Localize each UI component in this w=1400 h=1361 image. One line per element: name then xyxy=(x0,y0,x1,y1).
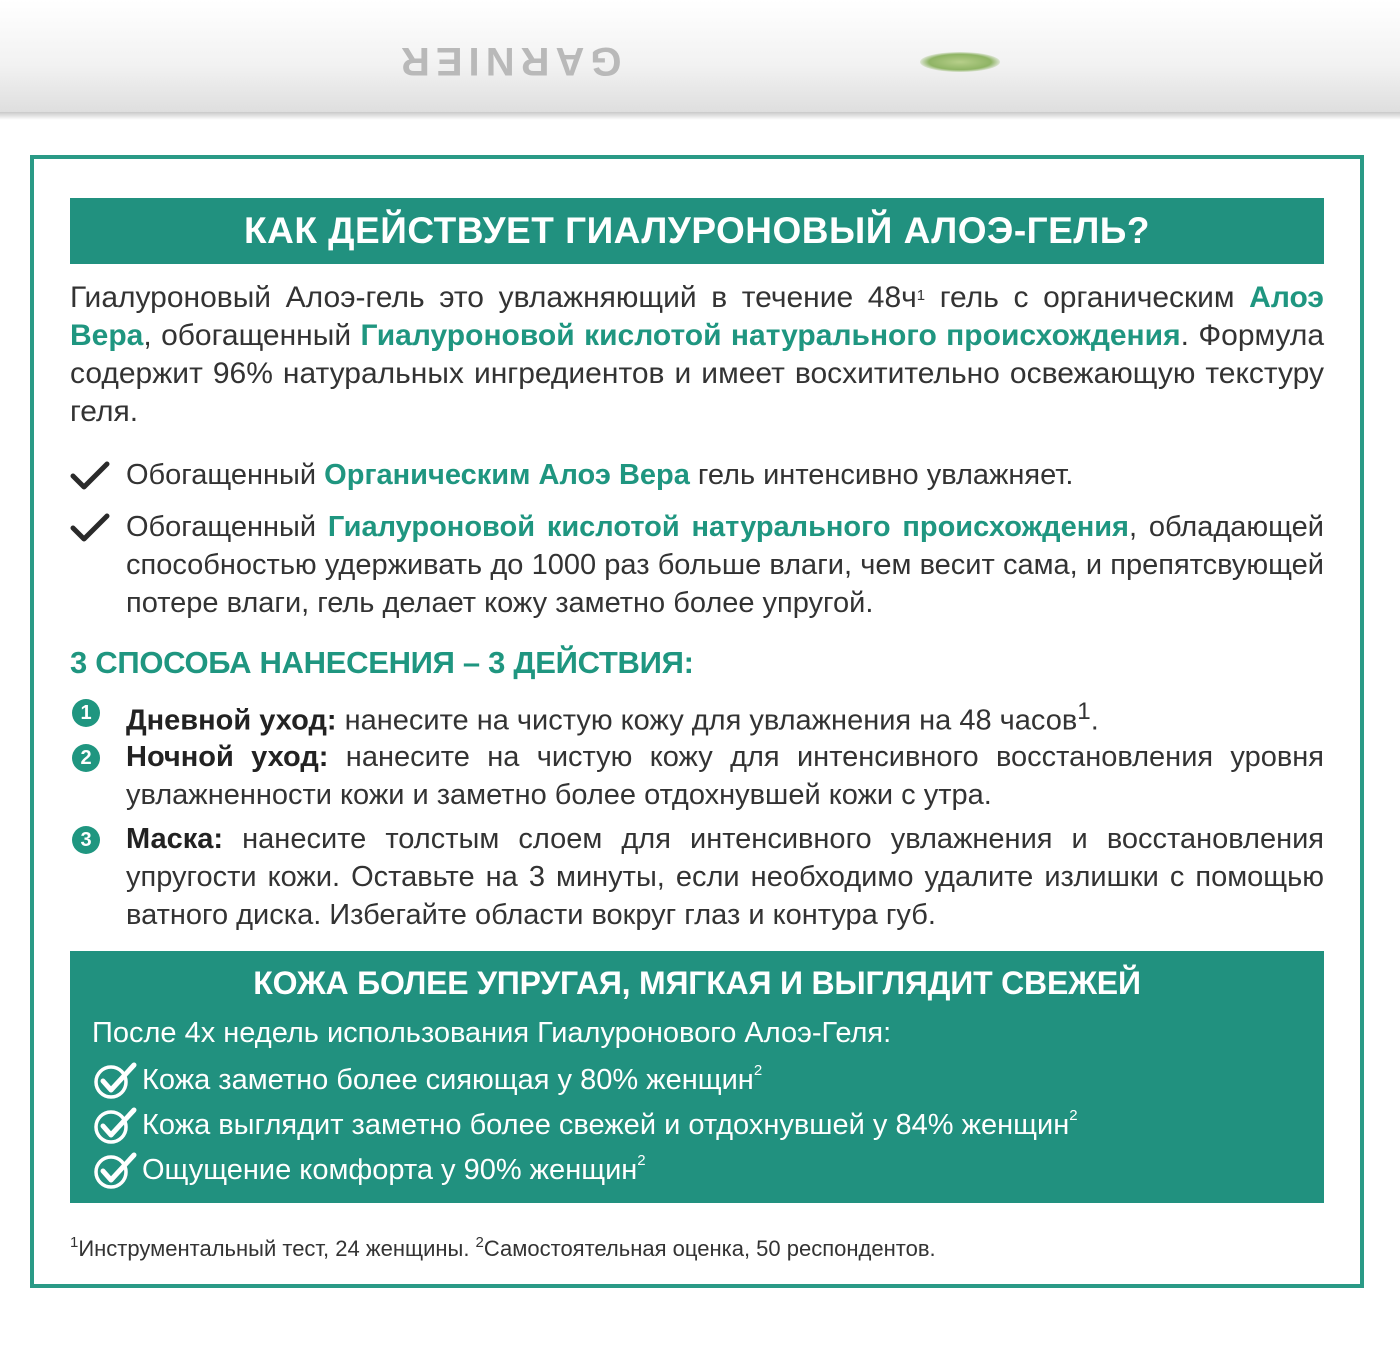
intro-highlight-aloe: Алоэ Вера xyxy=(70,281,1324,352)
results-lead: После 4х недель использования Гиалуронового Алоэ-Геля: xyxy=(92,1017,892,1049)
checkmark-icon xyxy=(70,512,110,544)
method-description: нанесите толстым слоем для интенсивного увлажнения и восстановления упругости кожи. Оставьте на 3 минуты, если необходимо удалите излишки с помощью ватного диска. Избегайте области вокруг глаз и контура губ. xyxy=(126,823,1324,931)
method-text xyxy=(126,820,1324,934)
step-number-badge: 1 xyxy=(72,699,100,727)
footnote xyxy=(70,1236,936,1262)
footnote-marker-2: 2 xyxy=(475,1234,484,1251)
footnote-text-2: Самостоятельная оценка, 50 респондентов. xyxy=(483,1236,936,1261)
result-text-value: Кожа заметно более сияющая у 80% женщин xyxy=(142,1064,754,1096)
method-label: Дневной уход: xyxy=(126,704,337,737)
circle-check-icon xyxy=(92,1061,140,1101)
intro-text-2: гель с органическим xyxy=(925,281,1250,314)
circle-check-icon xyxy=(92,1106,140,1146)
benefit-text-highlight: Гиалуроновой кислотой натурального происхождения xyxy=(327,511,1129,543)
brand-logo-mirrored xyxy=(395,38,1015,88)
result-text xyxy=(142,1109,1078,1142)
intro-text-1: Гиалуроновый Алоэ-гель это увлажняющий в течение 48ч xyxy=(70,281,917,314)
benefit-text-highlight: Органическим Алоэ Вера xyxy=(324,459,690,491)
benefit-text-plain: Обогащенный xyxy=(126,511,328,543)
intro-paragraph xyxy=(70,279,1324,431)
footnote-ref-2: 2 xyxy=(1069,1107,1078,1124)
benefit-text-plain: гель интенсивно увлажняет. xyxy=(689,459,1074,491)
result-text xyxy=(142,1064,762,1097)
benefit-text-plain: Обогащенный xyxy=(126,459,325,491)
method-text xyxy=(126,693,1324,740)
lid-shadow xyxy=(0,112,1400,120)
footnote-text-1: Инструментальный тест, 24 женщины. xyxy=(78,1236,476,1261)
step-number-badge: 2 xyxy=(72,744,100,772)
intro-highlight-hyaluronic: Гиалуроновой кислотой натурального происхождения xyxy=(360,319,1181,352)
footnote-ref-2: 2 xyxy=(753,1062,763,1079)
intro-text-4: . Формула содержит 96% натуральных ингредиентов и имеет восхитительно освежающую текстуру геля. xyxy=(70,319,1325,428)
benefit-text xyxy=(126,456,1324,494)
method-description: нанесите на чистую кожу для интенсивного восстановления уровня увлажненности кожи и заметно более отдохнувшей кожи с утра. xyxy=(126,741,1324,811)
footnote-ref-2: 2 xyxy=(637,1152,646,1169)
result-text xyxy=(142,1154,646,1187)
method-tail: . xyxy=(1090,704,1099,737)
footnote-marker-1: 1 xyxy=(70,1234,79,1251)
method-description: нанесите на чистую кожу для увлажнения на 48 часов xyxy=(336,704,1078,737)
checkmark-icon xyxy=(70,460,110,492)
footnote-ref-1: 1 xyxy=(916,287,926,304)
result-text-value: Ощущение комфорта у 90% женщин xyxy=(142,1154,638,1186)
results-box xyxy=(70,951,1324,1203)
method-label: Маска: xyxy=(126,823,224,855)
page-title: КАК ДЕЙСТВУЕТ ГИАЛУРОНОВЫЙ АЛОЭ-ГЕЛЬ? xyxy=(70,198,1324,264)
step-number-badge: 3 xyxy=(72,826,100,854)
circle-check-icon xyxy=(92,1151,140,1191)
methods-title: 3 СПОСОБА НАНЕСЕНИЯ – 3 ДЕЙСТВИЯ: xyxy=(70,645,694,680)
footnote-ref-1: 1 xyxy=(1077,698,1091,725)
benefit-text xyxy=(126,508,1324,622)
result-text-value: Кожа выглядит заметно более свежей и отдохнувшей у 84% женщин xyxy=(142,1109,1070,1141)
method-label: Ночной уход: xyxy=(126,741,329,773)
intro-text-3: , обогащенный xyxy=(143,319,361,352)
brand-wordmark: GARNIER xyxy=(395,39,622,83)
leaf-icon xyxy=(920,52,1000,72)
results-title: КОЖА БОЛЕЕ УПРУГАЯ, МЯГКАЯ И ВЫГЛЯДИТ СВЕЖЕЙ xyxy=(253,965,1141,1001)
method-text xyxy=(126,738,1324,814)
benefit-text-plain: , обладающей способностью удерживать до 1000 раз больше влаги, чем весит сама, и препятсвующей потере влаги, гель делает кожу заметно более упругой. xyxy=(126,511,1324,619)
